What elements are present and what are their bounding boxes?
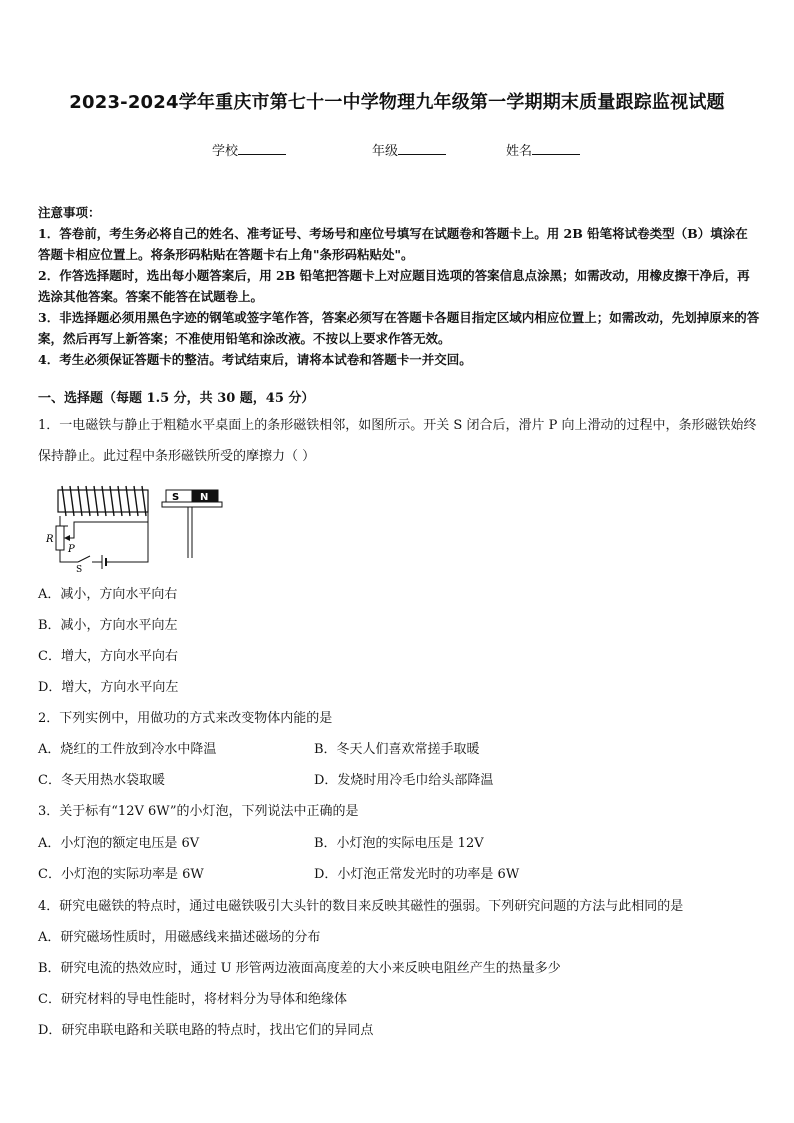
question-stem: 4．研究电磁铁的特点时，通过电磁铁吸引大头针的数目来反映其磁性的强弱。下列研究问题的方法与此相同的是 [38,899,684,914]
electromagnet-diagram [38,482,238,572]
name-blank[interactable] [532,142,580,155]
option-a[interactable]: A．减小，方向水平向右 [38,587,178,602]
option-d[interactable]: D．研究串联电路和关联电路的特点时，找出它们的异同点 [38,1023,374,1038]
school-blank[interactable] [238,142,286,155]
option-b[interactable]: B．小灯泡的实际电压是 12V [314,836,484,851]
wire [60,516,68,526]
instructions-heading: 注意事项： [38,205,101,220]
wire [106,522,148,562]
page-title: 2023-2024学年重庆市第七十一中学物理九年级第一学期期末质量跟踪监视试题 [69,92,725,113]
label-switch: S [76,565,83,572]
question-stem: 1．一电磁铁与静止于粗糙水平桌面上的条形磁铁相邻，如图所示。开关 S 闭合后，滑片 P 向上滑动的过程中，条形磁铁始终保持静止。此过程中条形磁铁所受的摩擦力（ ） [38,418,757,464]
option-c[interactable]: C．小灯泡的实际功率是 6W [38,867,204,882]
rheostat [56,526,64,550]
option-a[interactable]: A．小灯泡的额定电压是 6V [38,836,200,851]
instructions [38,202,760,370]
option-c[interactable]: C．研究材料的导电性能时，将材料分为导体和绝缘体 [38,992,347,1007]
name-label: 姓名 [506,144,533,159]
instruction-item: 3．非选择题必须用黑色字迹的钢笔或签字笔作答，答案必须写在答题卡各题目指定区域内相应位置上；如需改动，先划掉原来的答案，然后再写上新答案；不准使用铅笔和涂改液。不按以上要求作答无效。 [38,310,760,346]
school-field [212,140,286,159]
option-b[interactable]: B．研究电流的热效应时，通过 U 形管两边液面高度差的大小来反映电阻丝产生的热量多少 [38,961,561,976]
instruction-item: 4．考生必须保证答题卡的整洁。考试结束后，请将本试卷和答题卡一并交回。 [38,352,472,367]
label-p: P [68,544,75,555]
option-c[interactable]: C．冬天用热水袋取暖 [38,773,165,788]
grade-field [372,140,446,159]
section-heading: 一、选择题（每题 1.5 分，共 30 题，45 分） [38,391,315,406]
switch-s [78,556,90,562]
option-d[interactable]: D．发烧时用冷毛巾给头部降温 [314,773,494,788]
instruction-item: 2．作答选择题时，选出每小题答案后，用 2B 铅笔把答题卡上对应题目选项的答案信息点涂黑；如需改动，用橡皮擦干净后，再选涂其他答案。答案不能答在试题卷上。 [38,268,750,304]
option-b[interactable]: B．冬天人们喜欢常搓手取暖 [314,742,480,757]
grade-label: 年级 [372,144,399,159]
slider-p [64,535,70,541]
option-a[interactable]: A．烧红的工件放到冷水中降温 [38,742,217,757]
label-r: R [46,534,54,545]
label-s-magnet: S [172,492,180,503]
grade-blank[interactable] [398,142,446,155]
question-stem: 3．关于标有“12V 6W”的小灯泡，下列说法中正确的是 [38,804,359,819]
question-stem: 2．下列实例中，用做功的方式来改变物体内能的是 [38,711,333,726]
option-a[interactable]: A．研究磁场性质时，用磁感线来描述磁场的分布 [38,930,321,945]
option-d[interactable]: D．增大，方向水平向左 [38,680,179,695]
option-c[interactable]: C．增大，方向水平向右 [38,649,178,664]
name-field [506,140,580,159]
option-d[interactable]: D．小灯泡正常发光时的功率是 6W [314,867,520,882]
instruction-item: 1．答卷前，考生务必将自己的姓名、准考证号、考场号和座位号填写在试题卷和答题卡上。用 2B 铅笔将试卷类型（B）填涂在答题卡相应位置上。将条形码粘贴在答题卡右上角"条形码粘贴处"。 [38,226,748,262]
table-top [162,502,222,507]
option-b[interactable]: B．减小，方向水平向左 [38,618,178,633]
label-n-magnet: N [200,492,209,503]
school-label: 学校 [212,144,239,159]
